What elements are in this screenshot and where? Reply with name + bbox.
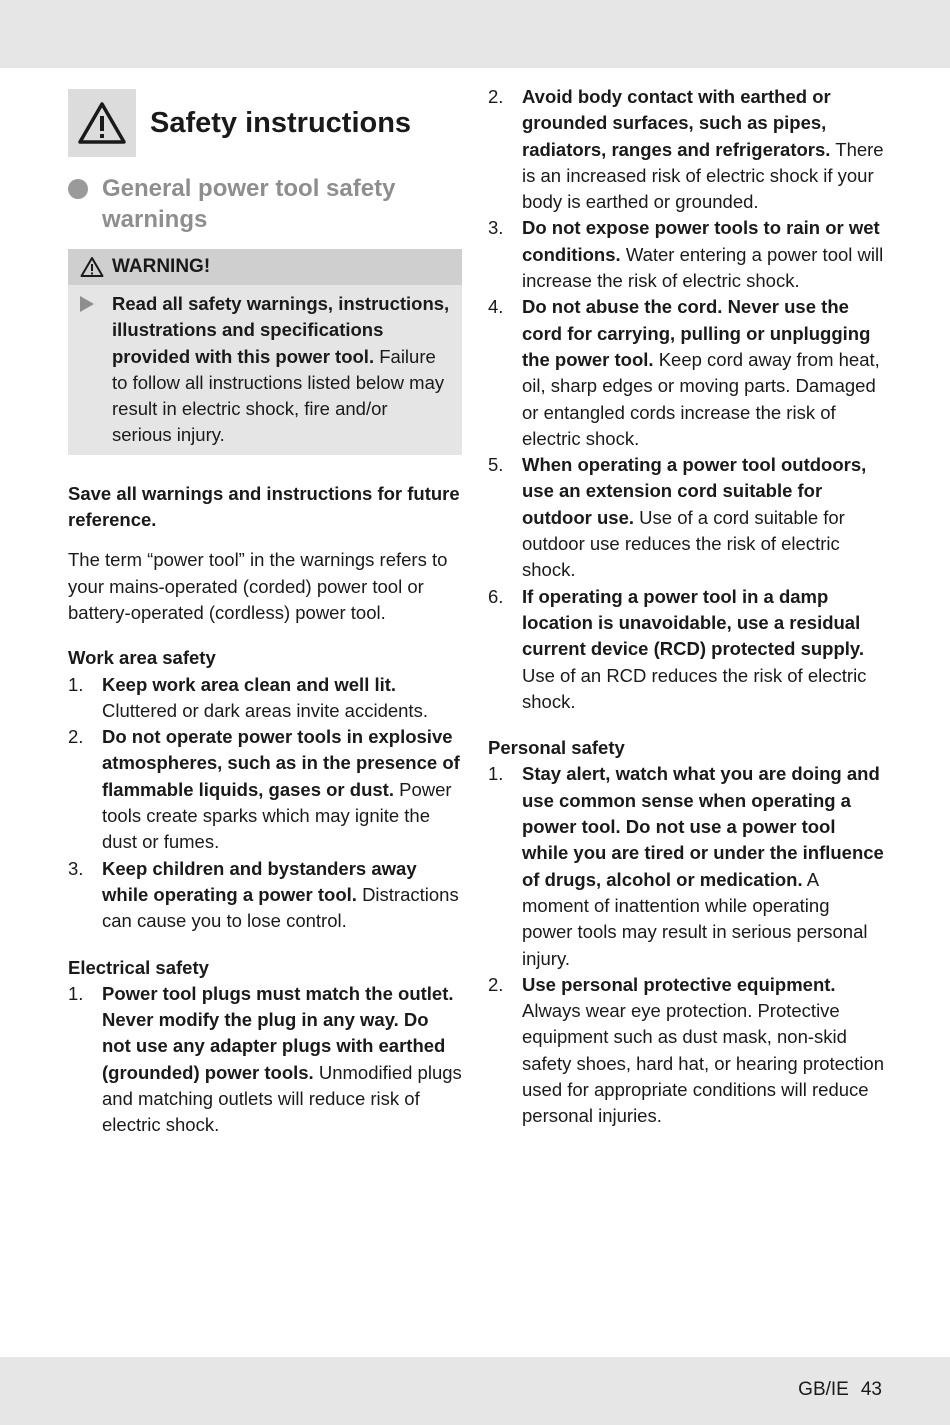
list-item: 2. Avoid body contact with earthed or grounded surfaces, such as pipes, radiators, ranges and refrigerators. There is an increased risk of electric shock if your body is earthed or grounded. xyxy=(488,86,884,213)
list-item: 6. If operating a power tool in a damp location is unavoidable, use a residual current device (RCD) protected supply. Use of an RCD reduces the risk of electric shock. xyxy=(488,585,867,712)
list-item: 1. Power tool plugs must match the outlet. Never modify the plug in any way. Do not use any adapter plugs with earthed (grounded) power tools. Unmodified plugs and matching outlets will reduce risk of electric shock. xyxy=(68,982,462,1136)
personal-list xyxy=(488,761,884,1129)
footer-bar xyxy=(0,1357,950,1425)
electrical-list-right xyxy=(488,84,884,715)
warning-body xyxy=(68,285,462,455)
footer-region: GB/IE xyxy=(798,1379,849,1400)
warning-box xyxy=(68,249,462,455)
list-item: 2. Do not operate power tools in explosive atmospheres, such as in the presence of flammable liquids, gases or dust. Power tools create sparks which may ignite the dust or fumes. xyxy=(68,726,460,853)
list-item: 5. When operating a power tool outdoors, use an extension cord suitable for outdoor use. Use of a cord suitable for outdoor use reduces the risk of electric shock. xyxy=(488,454,867,581)
save-notice: Save all warnings and instructions for future reference. xyxy=(68,482,460,531)
left-column xyxy=(68,84,462,1139)
electrical-list-left xyxy=(68,981,462,1139)
warning-small-icon xyxy=(80,256,104,278)
warning-triangle-icon xyxy=(68,89,136,157)
list-item: 4. Do not abuse the cord. Never use the cord for carrying, pulling or unplugging the power tool. Keep cord away from heat, oil, sharp edges or moving parts. Damaged or entangled cords increase the risk of electric shock. xyxy=(488,296,880,449)
arrow-bullet-icon xyxy=(80,296,94,312)
work-area-heading: Work area safety xyxy=(68,647,216,669)
warning-label: WARNING! xyxy=(112,256,211,277)
list-item: 3. Keep children and bystanders away while operating a power tool. Distractions can cause you to lose control. xyxy=(68,857,459,932)
electrical-heading: Electrical safety xyxy=(68,956,209,978)
list-item: 1. Stay alert, watch what you are doing and use common sense when operating a power tool. Do not use a power tool while you are tired or under the influence of drugs, alcohol or medication. A moment of inattention while operating power tools may result in serious personal injury. xyxy=(488,763,884,969)
term-paragraph: The term “power tool” in the warnings refers to your mains-operated (corded) power tool or battery-operated (cordless) power tool. xyxy=(68,549,448,623)
section-heading-text: General power tool safety warnings xyxy=(102,175,396,233)
top-bar xyxy=(0,0,950,68)
list-item: 1. Keep work area clean and well lit. Cluttered or dark areas invite accidents. xyxy=(68,673,428,721)
page-title: Safety instructions xyxy=(150,106,412,139)
title-row xyxy=(68,89,462,157)
list-item: 3. Do not expose power tools to rain or wet conditions. Water entering a power tool will increase the risk of electric shock. xyxy=(488,217,884,292)
section-heading xyxy=(68,173,462,235)
personal-heading: Personal safety xyxy=(488,737,625,759)
warning-text: Failure to follow all instructions listed below may result in electric shock, fire and/or serious injury. xyxy=(112,345,445,446)
warning-bold-text: Read all safety warnings, instructions, illustrations and specifications provided with this power tool. xyxy=(112,293,450,367)
right-column xyxy=(488,84,884,1130)
page-number: 43 xyxy=(860,1379,882,1400)
warning-header xyxy=(68,249,462,285)
work-area-list xyxy=(68,672,462,935)
list-item: 2. Use personal protective equipment. Always wear eye protection. Protective equipment such as dust mask, non-skid safety shoes, hard hat, or hearing protection used for appropriate conditions will reduce personal injuries. xyxy=(488,973,884,1127)
bullet-dot-icon xyxy=(68,179,88,199)
page-footer xyxy=(786,1379,882,1401)
